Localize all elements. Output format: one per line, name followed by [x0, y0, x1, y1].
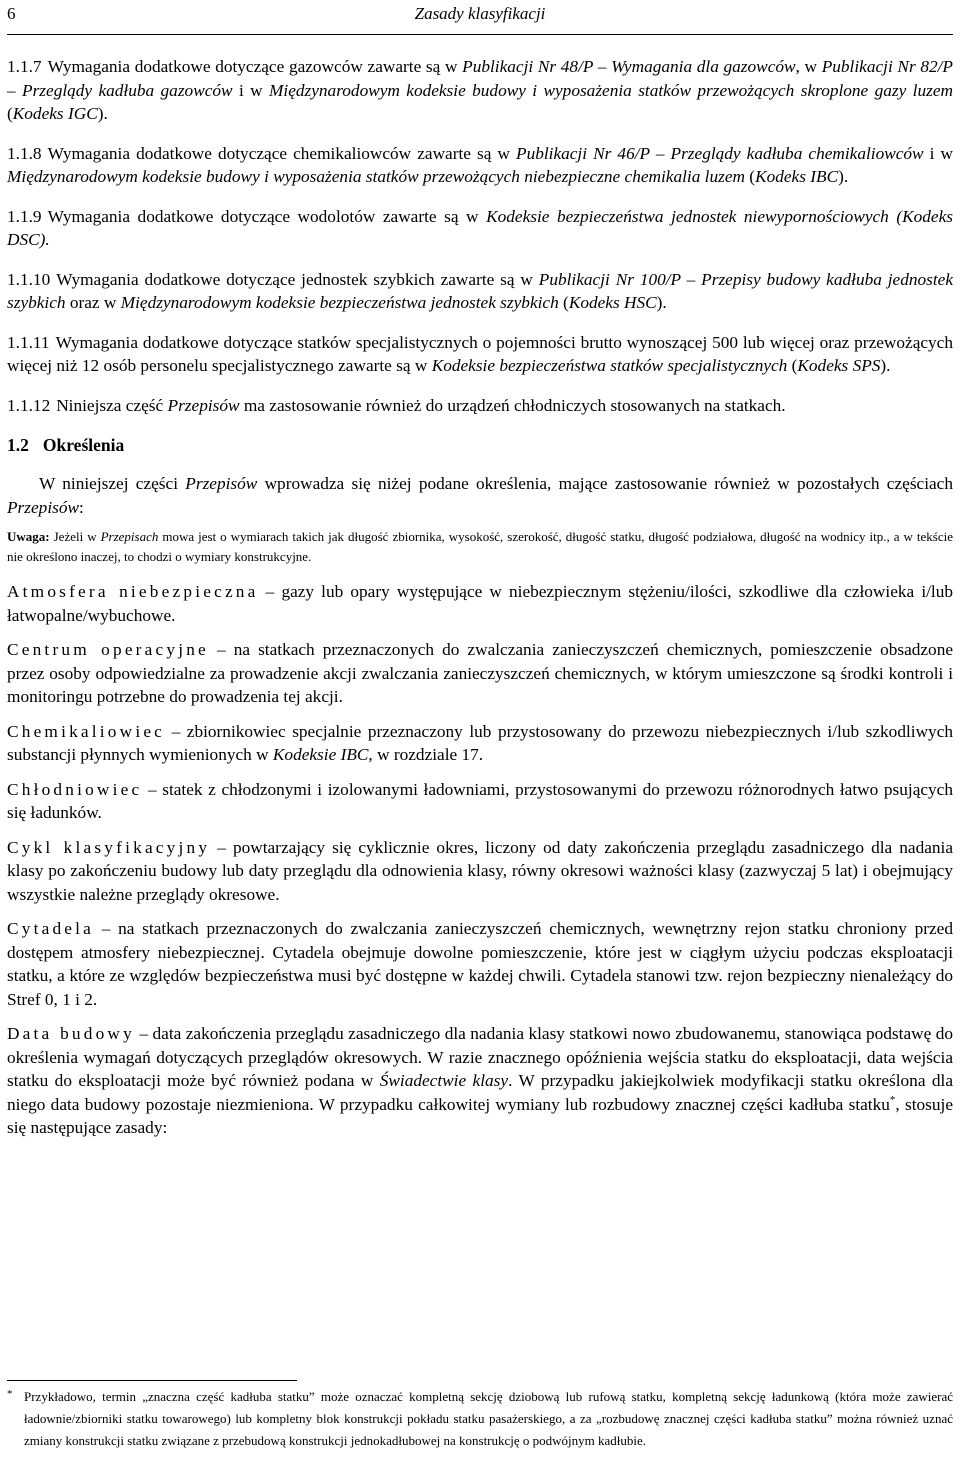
- definition-item: Chemikaliowiec – zbiornikowiec specjalnie przeznaczony lub przystosowany do przewozu niebezpiecznych i/lub szkodliwych substancji płynnych wymienionych w Kodeksie IBC, w rozdziale 17.: [7, 721, 953, 764]
- paragraph-1-1-10: 1.1.10 Wymagania dodatkowe dotyczące jednostek szybkich zawarte są w Publikacji Nr 100/P – Przepisy budowy kadłuba jednostek szybkich oraz w Międzynarodowym kodeksie bezpieczeństwa jednostek szybkich (Kodeks HSC).: [7, 269, 953, 312]
- paragraph-number: 1.1.8: [7, 143, 42, 163]
- paragraph-number: 1.1.11: [7, 332, 50, 352]
- definition-item: Cytadela – na statkach przeznaczonych do zwalczania zanieczyszczeń chemicznych, wewnętrzny rejon statku chroniony przed dostępem atmosfery niebezpiecznej. Cytadela obejmuje dowolne pomieszczenie, które jest w ciągłym użyciu podczas eksploatacji statku, a które ze względów bezpieczeństwa musi być dostępne w każdej chwili. Cytadela stanowi tzw. rejon bezpieczny nienależący do Stref 0, 1 i 2.: [7, 919, 953, 1009]
- definition-item: Cykl klasyfikacyjny – powtarzający się cyklicznie okres, liczony od daty zakończenia przeglądu zasadniczego dla nadania klasy po zakończeniu budowy lub daty przeglądu dla odnowienia klasy, równy okresowi ważności klasy (zazwyczaj 5 lat) i obejmujący wszystkie należne przeglądy okresowe.: [7, 837, 953, 904]
- definition-term: Cykl klasyfikacyjny: [7, 837, 211, 857]
- footnote-marker: *: [7, 1388, 13, 1400]
- paragraph-1-1-7: 1.1.7 Wymagania dodatkowe dotyczące gazowców zawarte są w Publikacji Nr 48/P – Wymagania dla gazowców, w Publikacji Nr 82/P – Przeglądy kadłuba gazowców i w Międzynarodowym kodeksie budowy i wyposażenia statków przewożących skroplone gazy luzem (Kodeks IGC).: [7, 57, 953, 123]
- paragraph-number: 1.1.7: [7, 57, 42, 76]
- definition-term: Data budowy: [7, 1024, 135, 1043]
- definition-term: Chemikaliowiec: [7, 721, 166, 741]
- definition-item: Centrum operacyjne – na statkach przeznaczonych do zwalczania zanieczyszczeń chemicznych, pomieszczenie obsadzone przez osoby odpowiedzialne za prowadzenie akcji zwalczania zanieczyszczeń chemicznych, w którym umieszczone są środki kontroli i monitoringu potrzebne do prowadzenia tej akcji.: [7, 640, 954, 706]
- definition-item: Chłodniowiec – statek z chłodzonymi i izolowanymi ładowniami, przystosowanymi do przewozu różnorodnych łatwo psujących się ładunków.: [7, 779, 953, 822]
- section-number: 1.2: [7, 435, 29, 455]
- page-header: [7, 0, 953, 35]
- footnote-separator: [7, 1380, 297, 1381]
- section-heading: [7, 434, 953, 457]
- paragraph-1-1-12: 1.1.12 Niniejsza część Przepisów ma zastosowanie również do urządzeń chłodniczych stosowanych na statkach.: [7, 395, 786, 415]
- paragraph-number: 1.1.12: [7, 395, 51, 415]
- paragraph-1-1-8: 1.1.8 Wymagania dodatkowe dotyczące chemikaliowców zawarte są w Publikacji Nr 46/P – Przeglądy kadłuba chemikaliowców i w Międzynarodowym kodeksie budowy i wyposażenia statków przewożących niebezpieczne chemikalia luzem (Kodeks IBC).: [7, 143, 954, 186]
- definition-term: Cytadela: [7, 919, 95, 938]
- note: Uwaga: Jeżeli w Przepisach mowa jest o wymiarach takich jak długość zbiornika, wysokość, szerokość, długość statku, długość podziałowa, długość na wodnicy itp., a w tekście nie określono inaczej, to chodzi o wymiary konstrukcyjne.: [7, 529, 953, 564]
- paragraph-number: 1.1.9: [7, 206, 42, 226]
- page-number: 6: [7, 4, 16, 23]
- paragraph-1-1-11: 1.1.11 Wymagania dodatkowe dotyczące statków specjalistycznych o pojemności brutto wynoszącej 500 lub więcej oraz przewożących więcej niż 12 osób personelu specjalistycznego zawarte są w Kodeksie bezpieczeństwa statków specjalistycznych (Kodeks SPS).: [7, 332, 953, 375]
- note-label: Uwaga:: [7, 529, 50, 544]
- section-title: Określenia: [42, 435, 125, 455]
- definition-term: Atmosfera niebezpieczna: [7, 582, 259, 601]
- definition-term: Centrum operacyjne: [7, 640, 209, 659]
- paragraph-number: 1.1.10: [7, 269, 51, 289]
- footnote: [7, 1386, 953, 1452]
- definition-item: Data budowy – data zakończenia przeglądu zasadniczego dla nadania klasy statkowi nowo zbudowanemu, stanowiąca podstawę do określenia wymagań dotyczących przeglądów okresowych. W razie znacznego opóźnienia wejścia statku do eksploatacji, data wejścia statku do eksploatacji może być również podana w Świadectwie klasy. W przypadku jakiejkolwiek modyfikacji statku określona dla niego data budowy pozostaje niezmieniona. W przypadku całkowitej wymiany lub rozbudowy znacznej części kadłuba statku*, stosuje się następujące zasady:: [7, 1024, 954, 1137]
- footnote-reference[interactable]: *: [889, 1093, 896, 1106]
- definitions-intro: W niniejszej części Przepisów wprowadza się niżej podane określenia, mające zastosowanie również w pozostałych częściach Przepisów:: [7, 474, 953, 517]
- paragraph-1-1-9: 1.1.9 Wymagania dodatkowe dotyczące wodolotów zawarte są w Kodeksie bezpieczeństwa jednostek niewypornościowych (Kodeks DSC).: [7, 206, 953, 249]
- running-title: Zasady klasyfikacji: [414, 4, 546, 23]
- definition-term: Chłodniowiec: [7, 779, 143, 799]
- document-page: [7, 0, 953, 1140]
- definition-item: Atmosfera niebezpieczna – gazy lub opary występujące w niebezpiecznym stężeniu/ilości, szkodliwe dla człowieka i/lub łatwopalne/wybuchowe.: [7, 582, 954, 625]
- footnote-text: Przykładowo, termin „znaczna część kadłuba statku” może oznaczać kompletną sekcję dziobową lub rufową statku, kompletną sekcję ładunkową (która może zawierać ładownie/zbiorniki statku towarowego) lub kompletny blok konstrukcji pokładu statku pasażerskiego, a za „rozbudowę znacznej części kadłuba statku” można również uznać zmiany konstrukcji statku związane z przebudową konstrukcji jednokadłubowej na konstrukcję o podwójnym kadłubie.: [24, 1389, 953, 1448]
